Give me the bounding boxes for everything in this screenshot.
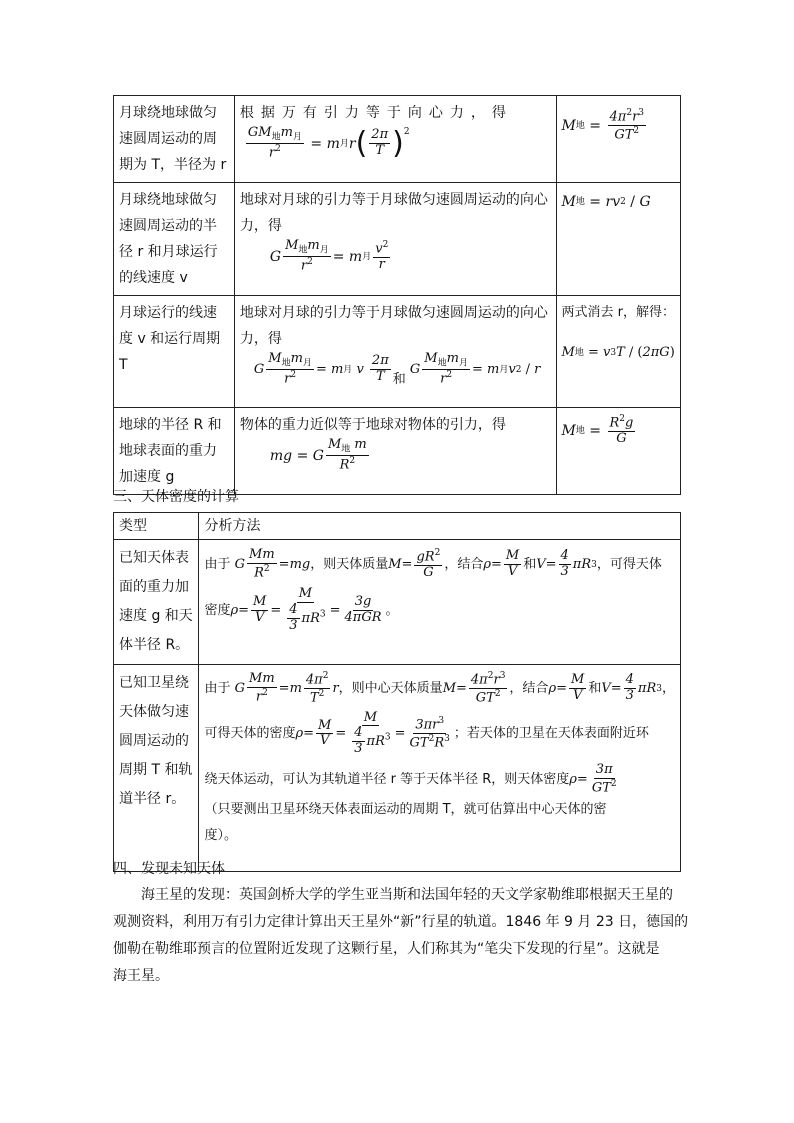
density-calculation-table [113,512,681,872]
column-header-method: 分析方法 [199,513,681,540]
table-row [114,408,681,495]
table-row [114,96,681,183]
condition-text: 月球绕地球做匀速圆周运动的半径 r 和月球运行的线速度 v [119,192,218,286]
table-row [114,540,681,665]
density-line-5: 绕天体运动，可认为其轨道半径 r 等于天体半径 R，则天体密度 ρ = $\frac{3\pi}{GT^2}$ [204,762,617,796]
condition-text: 月球绕地球做匀速圆周运动的周期为 T，半径为 r [119,105,227,173]
paragraph-line: 海王星的发现：英国剑桥大学的学生亚当斯和法国年轻的天文学家勒维耶根据天王星的 [141,887,673,903]
method-text: 地球对月球的引力等于月球做匀速圆周运动的向心力，得 [239,305,548,347]
result-formula: M 地 = rv 2 / G [561,194,651,210]
section-heading: 四、发现未知天体 [113,861,225,877]
paragraph-neptune [113,882,693,990]
table-row [114,183,681,296]
condition-cell [114,183,235,296]
result-formula: M 地 = $\frac{4\pi^2r^3}{GT^2}$ [561,108,645,143]
method-cell [234,408,556,495]
density-note-2: 度）。 [204,827,237,843]
method-text: 物体的重力近似等于地球对物体的引力，得 [239,417,506,433]
condition-cell [114,408,235,495]
type-text: 已知天体表面的重力加速度 g 和天体半径 R。 [119,550,193,653]
density-note-1: （只要测出卫星环绕天体表面运动的周期 T，就可估算出中心天体的密 [204,801,607,817]
result-cell [556,408,681,495]
method-text: 根据万有引力等于向心力，得 [239,105,513,121]
density-line-1: 由于 G $\frac{Mm}{R^2}$ = mg ，则天体质量 M = $\frac{gR^2}{G}$ ，结合 ρ = $\frac{M}{V}$ 和 V = $\frac{4}{3}$ πR 3 ，可得天体 [204,547,662,581]
result-cell [556,183,681,296]
result-cell [556,96,681,183]
type-cell [114,665,199,872]
paragraph-line: 观测资料，利用万有引力定律计算出天王星外“新”行星的轨道。1846 年 9 月 23 日，德国的 [113,914,689,930]
formula-gravity-vt: G $\frac{M_地m_月}{r^2}$ = m 月 v $\frac{2\pi}{T}$ 和 G $\frac{M_地m_月}{r^2}$ = m 月 v 2 / r [254,352,551,387]
formula-gravity-period: $\frac{GM_地m_月}{r^2}$ = m 月 r ( $\frac{2\pi}{T}$ ) $^2$ [247,125,410,161]
column-header-type: 类型 [114,513,199,540]
density-line-2: 密度 ρ = $\frac{M}{V}$ = M $\frac{4}{3}$ $\pi R^3$ = $\frac{3g}{\text{4πGR}}$ 。 [204,586,399,634]
table-header-row [114,513,681,540]
and-word: 和 [392,371,406,387]
paragraph-line: 伽勒在勒维耶预言的位置附近发现了这颗行星，人们称其为“笔尖下发现的行星”。这就是 [113,941,660,957]
method-text: 地球对月球的引力等于月球做匀速圆周运动的向心力，得 [239,192,548,234]
mass-calculation-table [113,95,681,495]
method-cell [199,665,681,872]
result-formula: M 地 = $\frac{R^2g}{G}$ [561,414,634,447]
result-cell [556,296,681,408]
paragraph-line: 海王星。 [113,968,169,984]
method-cell [234,96,556,183]
table-row [114,665,681,872]
condition-cell [114,96,235,183]
condition-text: 月球运行的线速度 v 和运行周期 T [119,305,221,373]
density-line-3: 由于 G $\frac{Mm}{r^2}$ = m $\frac{4\pi^2}{T^2}$ r ，则中心天体质量 M = $\frac{4\pi^2r^3}{GT^2}$ ，结合 ρ = $\frac{M}{V}$ 和 V = $\frac{4}{3}$ πR 3 ， [204,671,675,706]
condition-text: 地球的半径 R 和地球表面的重力加速度 g [119,417,222,485]
condition-cell [114,296,235,408]
formula-gravity-velocity: G $\frac{M_地m_月}{r^2}$ = m 月 $\frac{v^2}{r}$ [269,238,389,274]
result-text: 两式消去 r，解得： [561,305,675,320]
result-formula: M 地 = v 3 T / ( 2πG ) [561,345,675,360]
type-cell [114,540,199,665]
table-row [114,296,681,408]
formula-gravity-surface: mg = G $\frac{M_地 m}{R^2}$ [269,437,367,473]
method-cell [199,540,681,665]
section-heading: 三、天体密度的计算 [113,489,239,505]
density-line-4: 可得天体的密度 ρ = $\frac{M}{V}$ = M $\frac{4}{3}$ $\pi R^3$ = $\frac{3\pi r^3}{GT^2R^3}$ ；若天体的卫星在天体表面附近环 [204,709,649,757]
type-text: 已知卫星绕天体做匀速圆周运动的周期 T 和轨道半径 r。 [119,675,193,807]
method-cell [234,296,556,408]
method-cell [234,183,556,296]
